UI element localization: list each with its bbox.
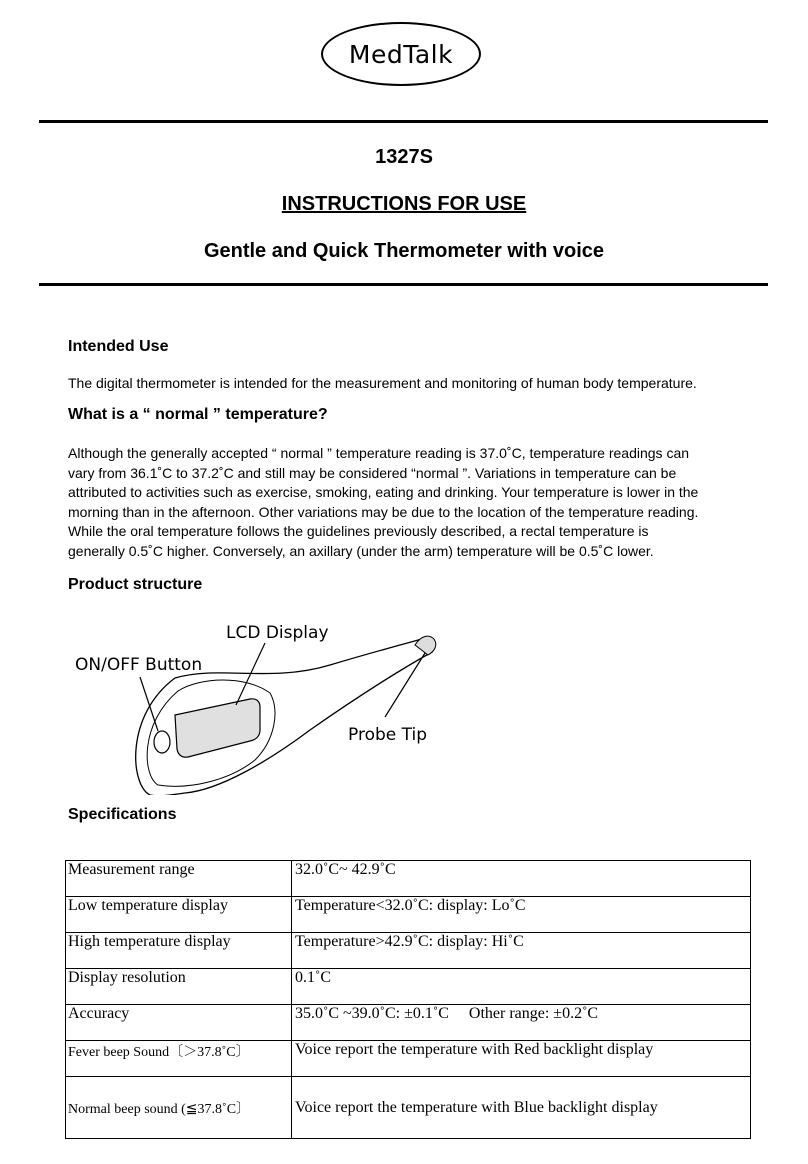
medtalk-logo	[321, 22, 481, 86]
logo-text: MedTalk	[348, 39, 454, 69]
model-number: 1327S	[375, 146, 433, 168]
paragraph-line: attributed to activities such as exercise, smoking, eating and drinking. Your temperature is lower in the	[68, 484, 699, 500]
specifications-heading: Specifications	[68, 806, 177, 823]
table-row	[66, 1077, 751, 1139]
spec-label: Accuracy	[66, 1005, 292, 1041]
spec-value: 32.0˚C~ 42.9˚C	[292, 861, 751, 897]
thermometer-diagram	[70, 615, 470, 795]
intended-use-heading: Intended Use	[68, 338, 169, 355]
paragraph-line: While the oral temperature follows the guidelines previously described, a rectal temperature is	[68, 523, 649, 539]
on-off-button-shape	[154, 731, 170, 753]
bottom-rule	[39, 283, 768, 286]
product-subtitle: Gentle and Quick Thermometer with voice	[203, 240, 605, 262]
spec-value: Temperature<32.0˚C: display: Lo˚C	[292, 897, 751, 933]
specifications-table	[65, 860, 751, 1139]
top-rule	[39, 120, 768, 123]
paragraph-line: vary from 36.1˚C to 37.2˚C and still may be considered “normal ”. Variations in temperature can be	[68, 464, 677, 481]
spec-value: 35.0˚C ~39.0˚C: ±0.1˚C Other range: ±0.2˚C	[292, 1005, 751, 1041]
normal-temp-paragraph	[68, 444, 758, 561]
table-row	[66, 1005, 751, 1041]
table-row	[66, 969, 751, 1005]
product-structure-heading: Product structure	[68, 576, 203, 593]
on-off-button-label: ON/OFF Button	[75, 655, 203, 675]
spec-label: Low temperature display	[66, 897, 292, 933]
button-leader-line	[140, 677, 158, 731]
document-title: INSTRUCTIONS FOR USE	[281, 193, 527, 215]
paragraph-line: morning than in the afternoon. Other variations may be due to the location of the temperature reading.	[68, 503, 699, 520]
spec-value: Voice report the temperature with Blue backlight display	[292, 1077, 751, 1139]
paragraph-line: generally 0.5˚C higher. Conversely, an axillary (under the arm) temperature will be 0.5˚C lower.	[68, 542, 654, 559]
spec-value: Temperature>42.9˚C: display: Hi˚C	[292, 933, 751, 969]
table-row	[66, 861, 751, 897]
paragraph-line: Although the generally accepted “ normal ” temperature reading is 37.0˚C, temperature readings can	[68, 445, 690, 461]
spec-value: Voice report the temperature with Red backlight display	[292, 1041, 751, 1077]
probe-tip-label: Probe Tip	[348, 725, 427, 745]
lcd-display-label: LCD Display	[226, 623, 329, 643]
table-row	[66, 897, 751, 933]
spec-value: 0.1˚C	[292, 969, 751, 1005]
spec-label: Display resolution	[66, 969, 292, 1005]
spec-label: Fever beep Sound〔＞37.8˚C〕	[66, 1041, 292, 1077]
intended-use-text: The digital thermometer is intended for the measurement and monitoring of human body temperature.	[68, 375, 697, 391]
spec-label: Measurement range	[66, 861, 292, 897]
probe-leader-line	[385, 653, 425, 717]
table-row	[66, 933, 751, 969]
spec-label: Normal beep sound (≦37.8˚C〕	[66, 1077, 292, 1139]
normal-temp-heading: What is a “ normal ” temperature?	[68, 406, 328, 423]
spec-label: High temperature display	[66, 933, 292, 969]
lcd-display-shape	[175, 699, 260, 757]
table-row	[66, 1041, 751, 1077]
